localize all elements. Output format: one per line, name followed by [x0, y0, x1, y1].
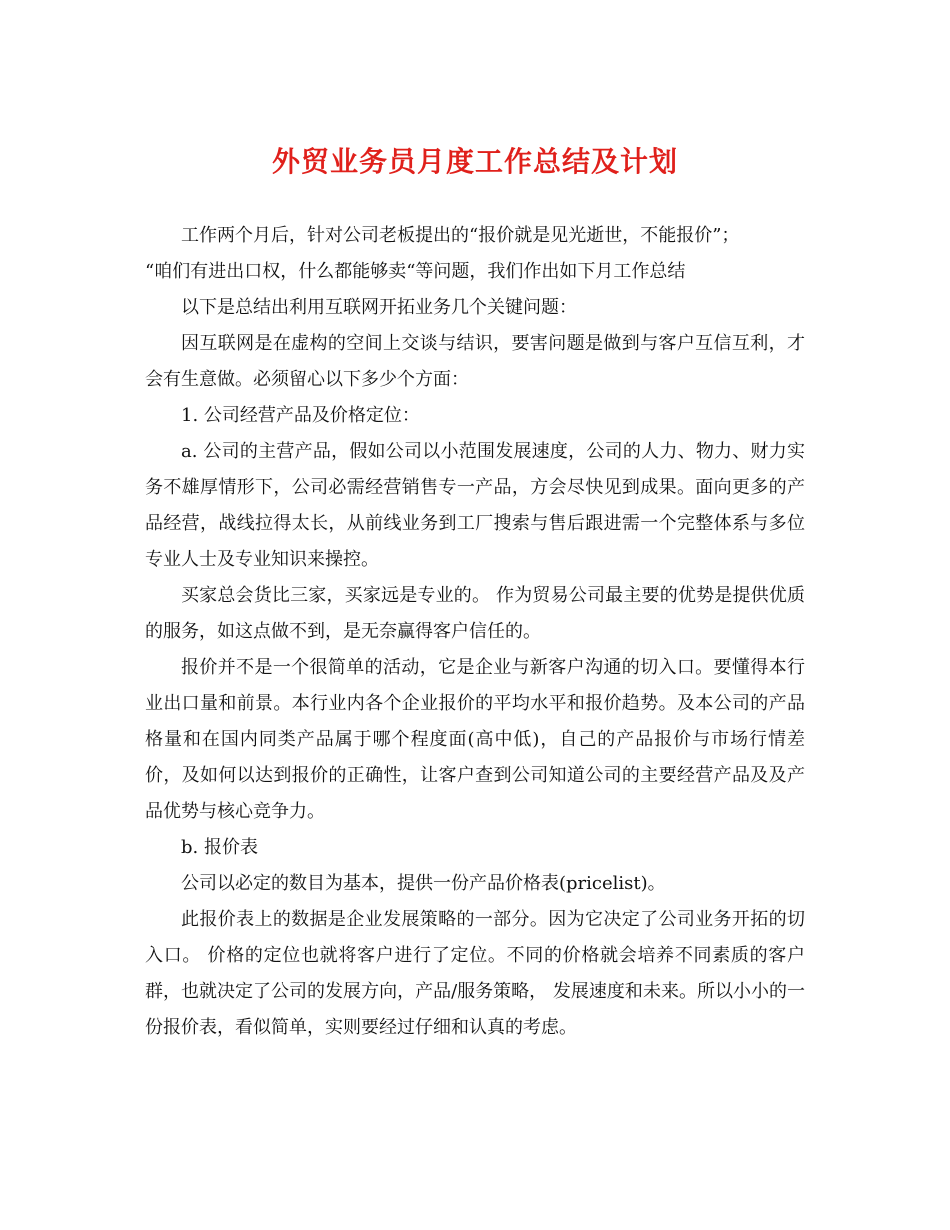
paragraph-1: 工作两个月后，针对公司老板提出的“报价就是见光逝世，不能报价”；: [181, 225, 740, 246]
paragraph-3: 以下是总结出利用互联网开拓业务几个关键问题：: [181, 297, 577, 318]
paragraph-8: 公司以必定的数目为基本，提供一份产品价格表(pricelist)。: [181, 873, 666, 894]
paragraph-4: 因互联网是在虚构的空间上交谈与结识，要害问题是做到与客户互信互利，才会有生意做。必须留心以下多少个方面：: [145, 333, 805, 390]
paragraph-2: “咱们有进出口权，什么都能够卖“等问题，我们作出如下月工作总结: [145, 261, 686, 282]
paragraph-9: 此报价表上的数据是企业发展策略的一部分。因为它决定了公司业务开拓的切入口。 价格的定位也就将客户进行了定位。不同的价格就会培养不同素质的客户群，也就决定了公司的发展方向，产品/服务策略， 发展速度和未来。所以小小的一份报价表，看似简单，实则要经过仔细和认真的考虑。: [145, 909, 805, 1038]
section-heading-b: b. 报价表: [181, 837, 258, 858]
paragraph-5: a. 公司的主营产品，假如公司以小范围发展速度，公司的人力、物力、财力实务不雄厚情形下，公司必需经营销售专一产品，方会尽快见到成果。面向更多的产品经营，战线拉得太长，从前线业务到工厂搜索与售后跟进需一个完整体系与多位专业人士及专业知识来操控。: [145, 441, 805, 570]
section-heading-1: 1. 公司经营产品及价格定位：: [181, 405, 420, 426]
paragraph-6: 买家总会货比三家，买家远是专业的。 作为贸易公司最主要的优势是提供优质的服务，如这点做不到，是无奈赢得客户信任的。: [145, 585, 805, 642]
document-body: [145, 218, 805, 1046]
page-title: 外贸业务员月度工作总结及计划: [271, 145, 678, 178]
paragraph-7: 报价并不是一个很简单的活动，它是企业与新客户沟通的切入口。要懂得本行业出口量和前景。本行业内各个企业报价的平均水平和报价趋势。及本公司的产品格量和在国内同类产品属于哪个程度面(高中低)，自己的产品报价与市场行情差价，及如何以达到报价的正确性，让客户查到公司知道公司的主要经营产品及及产品优势与核心竞争力。: [145, 657, 805, 822]
